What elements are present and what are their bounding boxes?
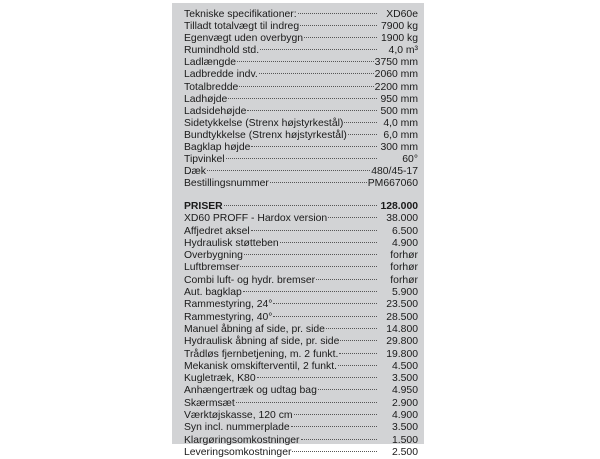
price-row-value: 3.500 <box>391 373 418 385</box>
dot-leader <box>207 170 370 171</box>
prices-title: PRISER <box>184 201 223 212</box>
dot-leader <box>300 25 377 26</box>
spec-row-value: 60° <box>402 154 418 166</box>
dot-leader <box>273 303 377 304</box>
price-row <box>184 287 418 299</box>
price-row-value: 4.900 <box>391 410 418 422</box>
dot-leader <box>340 340 377 341</box>
spec-row-label: Ladhøjde <box>184 93 228 105</box>
spec-sheet-panel <box>172 3 424 458</box>
price-row-label: XD60 PROFF - Hardox version <box>184 213 328 225</box>
dot-leader <box>270 182 367 183</box>
specifications-header <box>184 9 418 21</box>
dot-leader <box>301 439 378 440</box>
dot-leader <box>224 205 377 206</box>
price-row <box>184 410 418 422</box>
spec-row-label: Ladsidehøjde <box>184 105 247 117</box>
price-row <box>184 226 418 238</box>
price-row-label: Manuel åbning af side, pr. side <box>184 323 325 335</box>
specifications-section <box>184 9 418 190</box>
price-row-value: 3.500 <box>391 422 418 434</box>
price-row-value: 19.800 <box>386 348 418 360</box>
dot-leader <box>247 110 377 111</box>
spec-row <box>184 178 418 190</box>
price-row <box>184 373 418 385</box>
dot-leader <box>344 122 377 123</box>
price-row <box>184 238 418 250</box>
price-row-value: 4.950 <box>391 385 418 397</box>
spec-row <box>184 166 418 178</box>
price-row <box>184 324 418 336</box>
dot-leader <box>226 158 377 159</box>
price-row-label: Leveringsomkostninger <box>184 446 292 458</box>
price-row <box>184 213 418 225</box>
price-row <box>184 275 418 287</box>
price-row-value: 5.900 <box>391 287 418 299</box>
price-row <box>184 385 418 397</box>
price-row-value: forhør <box>390 250 418 262</box>
spec-row-value: 1900 kg <box>381 33 418 45</box>
price-row-label: Værktøjskasse, 120 cm <box>184 410 293 422</box>
price-row-value: 4.500 <box>391 360 418 372</box>
dot-leader <box>273 316 377 317</box>
spec-row-value: 4,0 m³ <box>388 45 418 57</box>
price-row-value: 38.000 <box>386 213 418 225</box>
spec-row-value: 6,0 mm <box>383 129 418 141</box>
price-row <box>184 299 418 311</box>
price-row-label: Kugletræk, K80 <box>184 373 256 385</box>
spec-row-label: Totalbredde <box>184 81 239 93</box>
spec-row-label: Bestillingsnummer <box>184 178 269 190</box>
prices-list <box>184 213 418 459</box>
price-row-label: Affjedret aksel <box>184 225 250 237</box>
price-row <box>184 398 418 410</box>
price-row-label: Skærmsæt <box>184 397 235 409</box>
dot-leader <box>348 134 377 135</box>
prices-header <box>184 201 418 213</box>
price-row <box>184 361 418 373</box>
spec-row-value: 7900 kg <box>381 21 418 33</box>
price-row-label: Rammestyring, 24° <box>184 299 273 311</box>
dot-leader <box>339 353 377 354</box>
dot-leader <box>251 146 377 147</box>
price-row <box>184 422 418 434</box>
spec-row-label: Tipvinkel <box>184 154 225 166</box>
dot-leader <box>244 254 377 255</box>
price-row-value: 2.900 <box>391 397 418 409</box>
spec-row-label: Egenvægt uden overbygn <box>184 33 304 45</box>
price-row-value: 4.900 <box>391 237 418 249</box>
dot-leader <box>294 414 377 415</box>
dot-leader <box>251 230 377 231</box>
spec-row <box>184 130 418 142</box>
spec-row-value: 2060 mm <box>374 69 418 81</box>
dot-leader <box>260 49 377 50</box>
model-name: XD60e <box>386 9 418 20</box>
dot-leader <box>240 266 377 267</box>
price-row <box>184 447 418 459</box>
price-row-label: Syn incl. nummerplade <box>184 422 290 434</box>
dot-leader <box>298 13 377 14</box>
dot-leader <box>236 402 377 403</box>
price-row <box>184 262 418 274</box>
price-row-label: Aut. bagklap <box>184 287 242 299</box>
dot-leader <box>292 451 377 452</box>
spec-row-value: 950 mm <box>380 93 418 105</box>
price-row <box>184 336 418 348</box>
dot-leader <box>280 242 377 243</box>
price-row-value: forhør <box>390 262 418 274</box>
price-row-label: Rammestyring, 40° <box>184 311 273 323</box>
spec-row-label: Dæk <box>184 166 206 178</box>
spec-row-value: 2200 mm <box>374 81 418 93</box>
dot-leader <box>318 389 377 390</box>
spec-row <box>184 45 418 57</box>
spec-row-label: Bundtykkelse (Strenx højstyrkestål) <box>184 129 347 141</box>
dot-leader <box>257 377 377 378</box>
price-row-label: Hydraulisk åbning af side, pr. side <box>184 336 340 348</box>
price-row-value: 1.500 <box>391 434 418 446</box>
spec-row <box>184 106 418 118</box>
spec-row-label: Tilladt totalvægt til indreg <box>184 21 300 33</box>
spec-row-label: Ladlængde <box>184 57 236 69</box>
price-row-value: 29.800 <box>386 336 418 348</box>
spec-row <box>184 57 418 69</box>
price-row-value: 14.800 <box>386 323 418 335</box>
dot-leader <box>259 73 374 74</box>
base-price: 128.000 <box>380 201 418 212</box>
spec-row-value: PM667060 <box>367 178 418 190</box>
dot-leader <box>338 365 377 366</box>
price-row-label: Mekanisk omskifterventil, 2 funkt. <box>184 360 338 372</box>
dot-leader <box>239 86 373 87</box>
dot-leader <box>228 98 377 99</box>
specifications-list <box>184 21 418 190</box>
spec-row-label: Rumindhold std. <box>184 45 260 57</box>
price-row-value: 6.500 <box>391 225 418 237</box>
spec-row <box>184 69 418 81</box>
spec-row-label: Ladbredde indv. <box>184 69 258 81</box>
dot-leader <box>237 61 374 62</box>
spec-row-label: Sidetykkelse (Strenx højstyrkestål) <box>184 117 344 129</box>
spec-row <box>184 33 418 45</box>
price-row-label: Anhængertræk og udtag bag <box>184 385 317 397</box>
spec-row-label: Bagklap højde <box>184 142 251 154</box>
spec-row-value: 4,0 mm <box>383 117 418 129</box>
price-row <box>184 435 418 447</box>
price-row-label: Trådløs fjernbetjening, m. 2 funkt. <box>184 348 339 360</box>
spec-row <box>184 94 418 106</box>
price-row-label: Luftbremser <box>184 262 240 274</box>
spec-row <box>184 118 418 130</box>
price-row-label: Hydraulisk støtteben <box>184 237 279 249</box>
price-row-value: 23.500 <box>386 299 418 311</box>
price-row-value: 2.500 <box>391 446 418 458</box>
dot-leader <box>316 279 377 280</box>
price-row-label: Combi luft- og hydr. bremser <box>184 274 316 286</box>
price-row-label: Overbygning <box>184 250 243 262</box>
spec-row <box>184 21 418 33</box>
prices-section <box>184 201 418 459</box>
specifications-title: Tekniske specifikationer: <box>184 9 297 20</box>
dot-leader <box>291 426 377 427</box>
price-row <box>184 250 418 262</box>
dot-leader <box>326 328 377 329</box>
dot-leader <box>304 37 377 38</box>
price-row <box>184 312 418 324</box>
price-row-label: Klargøringsomkostninger <box>184 434 300 446</box>
price-row <box>184 349 418 361</box>
spec-row-value: 300 mm <box>380 142 418 154</box>
price-row-value: 28.500 <box>386 311 418 323</box>
spec-row-value: 500 mm <box>380 105 418 117</box>
spec-row-value: 3750 mm <box>374 57 418 69</box>
price-row-value: forhør <box>390 274 418 286</box>
spec-row <box>184 142 418 154</box>
spec-row <box>184 154 418 166</box>
spec-row <box>184 82 418 94</box>
dot-leader <box>328 217 377 218</box>
spec-row-value: 480/45-17 <box>371 166 418 178</box>
dot-leader <box>243 291 377 292</box>
